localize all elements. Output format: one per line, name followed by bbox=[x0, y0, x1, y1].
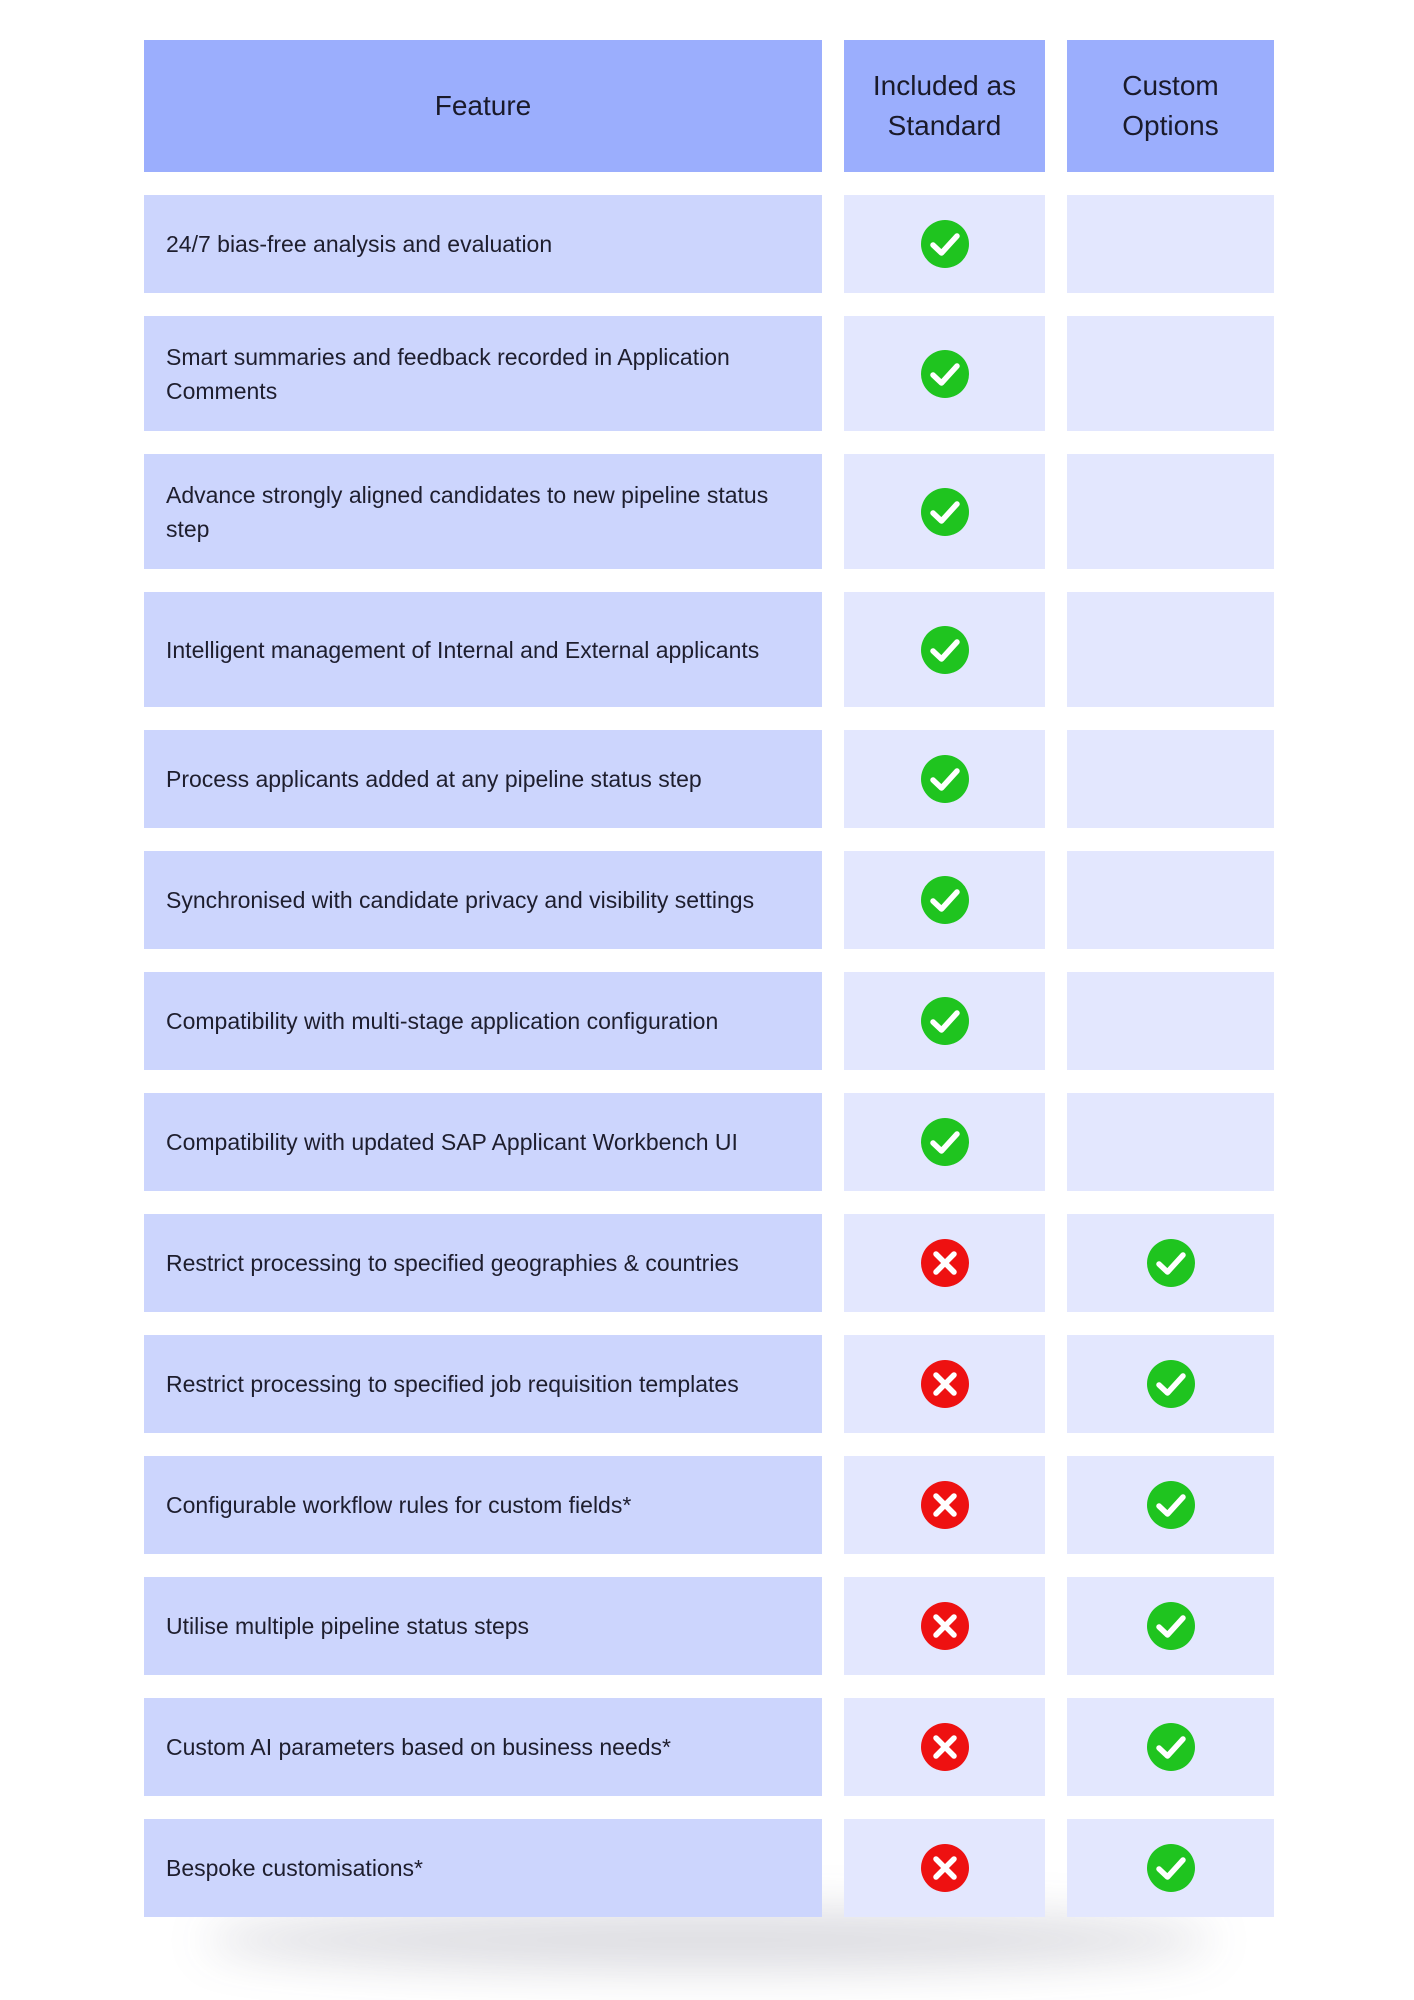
feature-label: Utilise multiple pipeline status steps bbox=[166, 1613, 530, 1639]
feature-label: Custom AI parameters based on business needs* bbox=[166, 1734, 672, 1760]
table-row bbox=[144, 851, 1274, 949]
header-feature-label: Feature bbox=[434, 90, 532, 121]
check-icon bbox=[920, 625, 970, 675]
check-icon bbox=[920, 349, 970, 399]
standard-cell bbox=[844, 1577, 1045, 1675]
feature-cell bbox=[144, 1335, 822, 1433]
cross-icon bbox=[920, 1843, 970, 1893]
feature-label: Compatibility with updated SAP Applicant Workbench UI bbox=[166, 1129, 738, 1155]
table-row bbox=[144, 1577, 1274, 1675]
table-shadow bbox=[204, 1910, 1214, 1970]
table-row bbox=[144, 316, 1274, 431]
feature-cell bbox=[144, 1577, 822, 1675]
standard-cell bbox=[844, 730, 1045, 828]
feature-cell bbox=[144, 195, 822, 293]
check-icon bbox=[1146, 1601, 1196, 1651]
standard-cell bbox=[844, 1093, 1045, 1191]
feature-label: Configurable workflow rules for custom fields* bbox=[166, 1492, 632, 1518]
table-row bbox=[144, 454, 1274, 569]
table-row bbox=[144, 972, 1274, 1070]
custom-cell bbox=[1067, 592, 1274, 707]
feature-label: Bespoke customisations* bbox=[166, 1855, 423, 1881]
check-icon bbox=[1146, 1359, 1196, 1409]
custom-cell bbox=[1067, 1698, 1274, 1796]
feature-cell bbox=[144, 730, 822, 828]
custom-cell bbox=[1067, 1577, 1274, 1675]
cross-icon bbox=[920, 1480, 970, 1530]
feature-cell bbox=[144, 851, 822, 949]
custom-cell bbox=[1067, 195, 1274, 293]
standard-cell bbox=[844, 1214, 1045, 1312]
feature-cell bbox=[144, 1698, 822, 1796]
standard-cell bbox=[844, 1698, 1045, 1796]
header-standard-label: Included as Standard bbox=[872, 70, 1017, 141]
header-custom-label: Custom Options bbox=[1122, 70, 1219, 141]
check-icon bbox=[920, 487, 970, 537]
feature-cell bbox=[144, 1819, 822, 1917]
table-header-row bbox=[144, 40, 1274, 172]
header-feature-cell bbox=[144, 40, 822, 172]
table-row bbox=[144, 730, 1274, 828]
table-row bbox=[144, 1093, 1274, 1191]
check-icon bbox=[1146, 1480, 1196, 1530]
custom-cell bbox=[1067, 1214, 1274, 1312]
standard-cell bbox=[844, 316, 1045, 431]
check-icon bbox=[920, 754, 970, 804]
check-icon bbox=[920, 1117, 970, 1167]
table-row bbox=[144, 1335, 1274, 1433]
table-row bbox=[144, 195, 1274, 293]
standard-cell bbox=[844, 1456, 1045, 1554]
table-row bbox=[144, 1698, 1274, 1796]
cross-icon bbox=[920, 1238, 970, 1288]
standard-cell bbox=[844, 195, 1045, 293]
table-row bbox=[144, 1819, 1274, 1917]
standard-cell bbox=[844, 1819, 1045, 1917]
feature-cell bbox=[144, 1214, 822, 1312]
custom-cell bbox=[1067, 316, 1274, 431]
header-standard-cell bbox=[844, 40, 1045, 172]
feature-label: Smart summaries and feedback recorded in Application Comments bbox=[166, 343, 730, 404]
custom-cell bbox=[1067, 1819, 1274, 1917]
feature-label: Restrict processing to specified geographies & countries bbox=[166, 1250, 739, 1276]
custom-cell bbox=[1067, 851, 1274, 949]
feature-comparison-table bbox=[144, 40, 1274, 1940]
feature-cell bbox=[144, 1093, 822, 1191]
feature-label: Synchronised with candidate privacy and visibility settings bbox=[166, 887, 755, 913]
cross-icon bbox=[920, 1601, 970, 1651]
table-row bbox=[144, 1456, 1274, 1554]
cross-icon bbox=[920, 1359, 970, 1409]
feature-label: Restrict processing to specified job requisition templates bbox=[166, 1371, 739, 1397]
feature-cell bbox=[144, 454, 822, 569]
header-custom-cell bbox=[1067, 40, 1274, 172]
standard-cell bbox=[844, 1335, 1045, 1433]
feature-cell bbox=[144, 1456, 822, 1554]
feature-label: Process applicants added at any pipeline status step bbox=[166, 766, 702, 792]
custom-cell bbox=[1067, 972, 1274, 1070]
check-icon bbox=[1146, 1843, 1196, 1893]
feature-label: 24/7 bias-free analysis and evaluation bbox=[166, 231, 553, 257]
check-icon bbox=[1146, 1722, 1196, 1772]
feature-label: Compatibility with multi-stage application configuration bbox=[166, 1008, 719, 1034]
standard-cell bbox=[844, 851, 1045, 949]
check-icon bbox=[920, 219, 970, 269]
table-row bbox=[144, 1214, 1274, 1312]
table-row bbox=[144, 592, 1274, 707]
check-icon bbox=[1146, 1238, 1196, 1288]
standard-cell bbox=[844, 592, 1045, 707]
custom-cell bbox=[1067, 730, 1274, 828]
table-body bbox=[144, 195, 1274, 1917]
check-icon bbox=[920, 875, 970, 925]
standard-cell bbox=[844, 454, 1045, 569]
feature-label: Intelligent management of Internal and External applicants bbox=[166, 636, 760, 663]
custom-cell bbox=[1067, 1335, 1274, 1433]
custom-cell bbox=[1067, 454, 1274, 569]
cross-icon bbox=[920, 1722, 970, 1772]
feature-cell bbox=[144, 972, 822, 1070]
standard-cell bbox=[844, 972, 1045, 1070]
feature-cell bbox=[144, 592, 822, 707]
feature-cell bbox=[144, 316, 822, 431]
check-icon bbox=[920, 996, 970, 1046]
custom-cell bbox=[1067, 1456, 1274, 1554]
feature-label: Advance strongly aligned candidates to new pipeline status step bbox=[166, 481, 769, 542]
custom-cell bbox=[1067, 1093, 1274, 1191]
